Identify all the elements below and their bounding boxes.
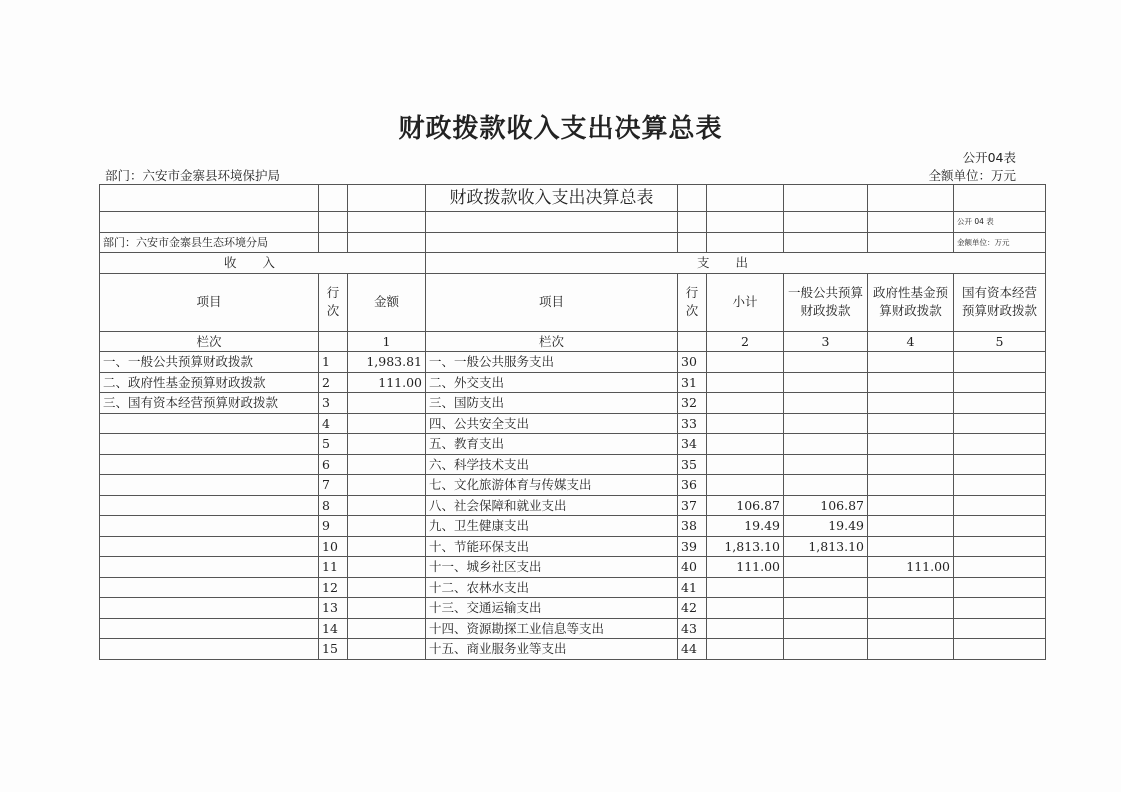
income-item xyxy=(100,454,319,475)
budget-table xyxy=(99,184,1046,660)
subtotal-cell xyxy=(707,577,784,598)
gov-fund-cell xyxy=(868,536,954,557)
state-capital-cell xyxy=(954,495,1046,516)
state-capital-cell xyxy=(954,475,1046,496)
state-capital-cell xyxy=(954,618,1046,639)
income-amount xyxy=(348,413,426,434)
subtotal-cell xyxy=(707,393,784,414)
table-row xyxy=(100,434,1046,455)
expense-item: 十一、城乡社区支出 xyxy=(426,557,678,578)
gov-fund-cell xyxy=(868,516,954,537)
expense-row-number: 38 xyxy=(678,516,707,537)
gov-fund-cell xyxy=(868,495,954,516)
general-budget-cell: 1,813.10 xyxy=(784,536,868,557)
gov-fund-cell xyxy=(868,618,954,639)
general-budget-cell xyxy=(784,577,868,598)
table-row xyxy=(100,639,1046,660)
gov-fund-cell xyxy=(868,434,954,455)
income-row-number: 6 xyxy=(319,454,348,475)
table-row xyxy=(100,352,1046,373)
income-row-number: 8 xyxy=(319,495,348,516)
inner-unit: 金额单位：万元 xyxy=(954,232,1046,253)
expense-item: 三、国防支出 xyxy=(426,393,678,414)
general-budget-cell xyxy=(784,372,868,393)
table-row xyxy=(100,413,1046,434)
index-state: 5 xyxy=(954,331,1046,352)
unit-label: 全额单位：万元 xyxy=(928,168,1016,183)
subtotal-cell xyxy=(707,372,784,393)
subtotal-cell xyxy=(707,413,784,434)
index-subtotal: 2 xyxy=(707,331,784,352)
general-budget-cell xyxy=(784,598,868,619)
subtotal-cell xyxy=(707,639,784,660)
col-subtotal: 小计 xyxy=(707,273,784,331)
income-item: 三、国有资本经营预算财政拨款 xyxy=(100,393,319,414)
index-label-left: 栏次 xyxy=(100,331,319,352)
income-amount: 1,983.81 xyxy=(348,352,426,373)
income-row-number: 15 xyxy=(319,639,348,660)
subtotal-cell xyxy=(707,352,784,373)
expense-item: 二、外交支出 xyxy=(426,372,678,393)
income-amount xyxy=(348,434,426,455)
income-item xyxy=(100,413,319,434)
index-general: 3 xyxy=(784,331,868,352)
income-row-number: 12 xyxy=(319,577,348,598)
col-row: 行次 xyxy=(319,273,348,331)
expense-item: 五、教育支出 xyxy=(426,434,678,455)
state-capital-cell xyxy=(954,434,1046,455)
general-budget-cell xyxy=(784,413,868,434)
page-title: 财政拨款收入支出决算总表 xyxy=(398,114,723,144)
expense-header: 支出 xyxy=(426,253,1046,274)
expense-item: 九、卫生健康支出 xyxy=(426,516,678,537)
state-capital-cell xyxy=(954,454,1046,475)
state-capital-cell xyxy=(954,393,1046,414)
index-label-right: 栏次 xyxy=(426,331,678,352)
expense-item: 四、公共安全支出 xyxy=(426,413,678,434)
table-row xyxy=(100,618,1046,639)
table-row xyxy=(100,475,1046,496)
income-amount: 111.00 xyxy=(348,372,426,393)
expense-item: 十二、农林水支出 xyxy=(426,577,678,598)
subtotal-cell xyxy=(707,454,784,475)
subtotal-cell: 19.49 xyxy=(707,516,784,537)
gov-fund-cell xyxy=(868,393,954,414)
index-amount: 1 xyxy=(348,331,426,352)
income-header: 收入 xyxy=(100,253,426,274)
income-amount xyxy=(348,536,426,557)
income-amount xyxy=(348,454,426,475)
general-budget-cell xyxy=(784,557,868,578)
subtotal-cell xyxy=(707,434,784,455)
subtotal-cell: 1,813.10 xyxy=(707,536,784,557)
col-state: 国有资本经营预算财政拨款 xyxy=(954,273,1046,331)
gov-fund-cell xyxy=(868,598,954,619)
income-amount xyxy=(348,495,426,516)
expense-row-number: 30 xyxy=(678,352,707,373)
income-item: 二、政府性基金预算财政拨款 xyxy=(100,372,319,393)
state-capital-cell xyxy=(954,639,1046,660)
subtotal-cell xyxy=(707,475,784,496)
state-capital-cell xyxy=(954,598,1046,619)
income-row-number: 3 xyxy=(319,393,348,414)
inner-department: 部门：六安市金寨县生态环境分局 xyxy=(100,232,319,253)
general-budget-cell xyxy=(784,639,868,660)
expense-item: 七、文化旅游体育与传媒支出 xyxy=(426,475,678,496)
income-item xyxy=(100,536,319,557)
income-row-number: 2 xyxy=(319,372,348,393)
col-row2: 行次 xyxy=(678,273,707,331)
income-item xyxy=(100,516,319,537)
table-row xyxy=(100,393,1046,414)
income-item xyxy=(100,557,319,578)
expense-row-number: 40 xyxy=(678,557,707,578)
income-amount xyxy=(348,618,426,639)
subtotal-cell: 106.87 xyxy=(707,495,784,516)
income-amount xyxy=(348,557,426,578)
table-row xyxy=(100,454,1046,475)
income-item xyxy=(100,639,319,660)
general-budget-cell xyxy=(784,434,868,455)
index-fund: 4 xyxy=(868,331,954,352)
gov-fund-cell xyxy=(868,352,954,373)
expense-item: 十五、商业服务业等支出 xyxy=(426,639,678,660)
table-row xyxy=(100,372,1046,393)
column-header-row xyxy=(100,273,1046,331)
inner-title: 财政拨款收入支出决算总表 xyxy=(426,185,678,212)
table-row xyxy=(100,577,1046,598)
general-budget-cell: 106.87 xyxy=(784,495,868,516)
subtotal-cell xyxy=(707,618,784,639)
gov-fund-cell xyxy=(868,372,954,393)
income-row-number: 1 xyxy=(319,352,348,373)
expense-item: 八、社会保障和就业支出 xyxy=(426,495,678,516)
col-amount: 金额 xyxy=(348,273,426,331)
table-row xyxy=(100,516,1046,537)
expense-row-number: 33 xyxy=(678,413,707,434)
expense-row-number: 39 xyxy=(678,536,707,557)
general-budget-cell: 19.49 xyxy=(784,516,868,537)
income-amount xyxy=(348,577,426,598)
income-amount xyxy=(348,639,426,660)
expense-item: 十三、交通运输支出 xyxy=(426,598,678,619)
col-item2: 项目 xyxy=(426,273,678,331)
column-index-row xyxy=(100,331,1046,352)
expense-row-number: 43 xyxy=(678,618,707,639)
income-item xyxy=(100,618,319,639)
expense-row-number: 34 xyxy=(678,434,707,455)
table-row xyxy=(100,557,1046,578)
gov-fund-cell xyxy=(868,454,954,475)
general-budget-cell xyxy=(784,618,868,639)
expense-row-number: 36 xyxy=(678,475,707,496)
general-budget-cell xyxy=(784,393,868,414)
income-item xyxy=(100,495,319,516)
gov-fund-cell xyxy=(868,413,954,434)
income-item xyxy=(100,475,319,496)
expense-row-number: 37 xyxy=(678,495,707,516)
income-row-number: 11 xyxy=(319,557,348,578)
section-header-row xyxy=(100,253,1046,274)
income-item xyxy=(100,577,319,598)
subtotal-cell: 111.00 xyxy=(707,557,784,578)
state-capital-cell xyxy=(954,413,1046,434)
subtotal-cell xyxy=(707,598,784,619)
gov-fund-cell xyxy=(868,475,954,496)
table-row xyxy=(100,598,1046,619)
income-row-number: 10 xyxy=(319,536,348,557)
income-row-number: 14 xyxy=(319,618,348,639)
income-row-number: 4 xyxy=(319,413,348,434)
inner-code-row xyxy=(100,212,1046,233)
gov-fund-cell xyxy=(868,639,954,660)
expense-row-number: 42 xyxy=(678,598,707,619)
income-item xyxy=(100,598,319,619)
expense-row-number: 31 xyxy=(678,372,707,393)
gov-fund-cell xyxy=(868,577,954,598)
expense-row-number: 32 xyxy=(678,393,707,414)
inner-form-code: 公开 04 表 xyxy=(954,212,1046,233)
table-row xyxy=(100,536,1046,557)
income-amount xyxy=(348,393,426,414)
form-code: 公开04表 xyxy=(962,150,1016,165)
state-capital-cell xyxy=(954,516,1046,537)
department-label: 部门：六安市金寨县环境保护局 xyxy=(105,168,281,183)
expense-row-number: 35 xyxy=(678,454,707,475)
expense-item: 十四、资源勘探工业信息等支出 xyxy=(426,618,678,639)
expense-row-number: 41 xyxy=(678,577,707,598)
income-amount xyxy=(348,598,426,619)
expense-item: 一、一般公共服务支出 xyxy=(426,352,678,373)
expense-row-number: 44 xyxy=(678,639,707,660)
table-row xyxy=(100,495,1046,516)
state-capital-cell xyxy=(954,372,1046,393)
state-capital-cell xyxy=(954,557,1046,578)
income-item: 一、一般公共预算财政拨款 xyxy=(100,352,319,373)
income-row-number: 9 xyxy=(319,516,348,537)
income-item xyxy=(100,434,319,455)
income-row-number: 7 xyxy=(319,475,348,496)
income-row-number: 5 xyxy=(319,434,348,455)
inner-title-row xyxy=(100,185,1046,212)
general-budget-cell xyxy=(784,454,868,475)
state-capital-cell xyxy=(954,577,1046,598)
state-capital-cell xyxy=(954,352,1046,373)
income-row-number: 13 xyxy=(319,598,348,619)
col-item: 项目 xyxy=(100,273,319,331)
general-budget-cell xyxy=(784,352,868,373)
expense-item: 十、节能环保支出 xyxy=(426,536,678,557)
state-capital-cell xyxy=(954,536,1046,557)
income-amount xyxy=(348,516,426,537)
general-budget-cell xyxy=(784,475,868,496)
income-amount xyxy=(348,475,426,496)
col-fund: 政府性基金预算财政拨款 xyxy=(868,273,954,331)
gov-fund-cell: 111.00 xyxy=(868,557,954,578)
col-general: 一般公共预算财政拨款 xyxy=(784,273,868,331)
expense-item: 六、科学技术支出 xyxy=(426,454,678,475)
inner-dept-row xyxy=(100,232,1046,253)
